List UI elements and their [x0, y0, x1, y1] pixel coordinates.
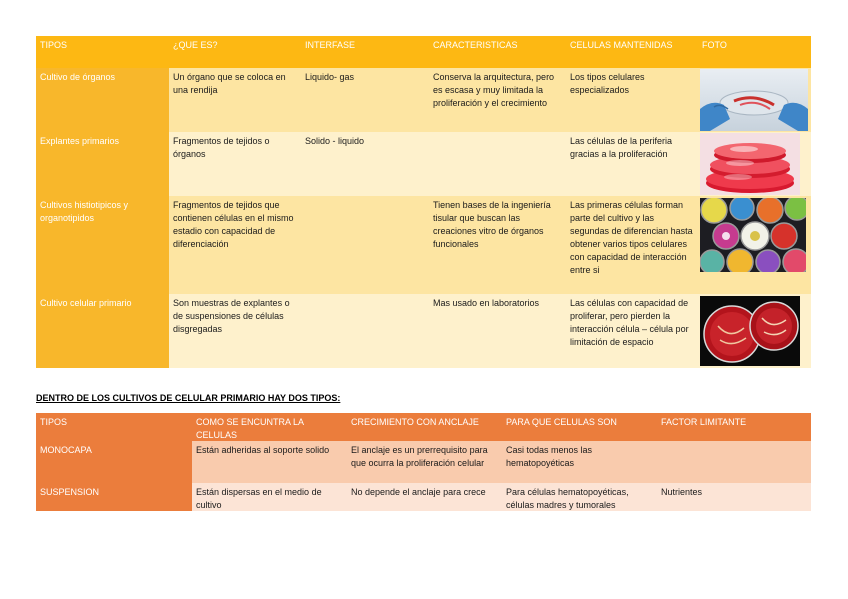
- table2-header-como: COMO SE ENCUNTRA LA CELULAS: [192, 413, 347, 441]
- row-que-es: Fragmentos de tejidos que contienen células en el mismo estadio con capacidad de diferenciación: [169, 196, 301, 294]
- row-caracteristicas: [429, 132, 566, 196]
- table2-header-para-que: PARA QUE CELULAS SON: [502, 413, 657, 441]
- table2-header-crecimiento: CRECIMIENTO CON ANCLAJE: [347, 413, 502, 441]
- table2-header-factor: FACTOR LIMITANTE: [657, 413, 811, 441]
- row-tipo: Explantes primarios: [36, 132, 169, 196]
- row-tipo: Cultivo celular primario: [36, 294, 169, 368]
- row-caracteristicas: Tienen bases de la ingeniería tisular que buscan las creaciones vitro de órganos funcionales: [429, 196, 566, 294]
- row-que-es: Un órgano que se coloca en una rendija: [169, 68, 301, 132]
- row-factor: [657, 441, 811, 483]
- table1-header-celulas: CELULAS MANTENIDAS: [566, 36, 698, 68]
- stacked-petri-dishes-photo: [700, 133, 800, 195]
- row-interfase: [301, 294, 429, 368]
- row-celulas: Los tipos celulares especializados: [566, 68, 698, 132]
- row-caracteristicas: Conserva la arquitectura, pero es escasa y muy limitada la proliferación y el crecimiento: [429, 68, 566, 132]
- row-como: Están dispersas en el medio de cultivo: [192, 483, 347, 511]
- row-tipo: MONOCAPA: [36, 441, 192, 483]
- row-crecimiento: No depende el anclaje para crece: [347, 483, 502, 511]
- row-interfase: Liquido- gas: [301, 68, 429, 132]
- row-caracteristicas: Mas usado en laboratorios: [429, 294, 566, 368]
- table1-header-interfase: INTERFASE: [301, 36, 429, 68]
- row-que-es: Son muestras de explantes o de suspensiones de células disgregadas: [169, 294, 301, 368]
- table1-header-caracteristicas: CARACTERISTICAS: [429, 36, 566, 68]
- row-tipo: Cultivo de órganos: [36, 68, 169, 132]
- colorful-petri-dishes-photo: [700, 198, 806, 272]
- row-que-es: Fragmentos de tejidos o órganos: [169, 132, 301, 196]
- table2-header-tipos: TIPOS: [36, 413, 192, 441]
- row-tipo: Cultivos histiotipicos y organotipidos: [36, 196, 169, 294]
- row-como: Están adheridas al soporte solido: [192, 441, 347, 483]
- section-subtitle: DENTRO DE LOS CULTIVOS DE CELULAR PRIMARIO HAY DOS TIPOS:: [36, 393, 341, 403]
- table1-header-foto: FOTO: [698, 36, 811, 68]
- row-celulas: Las células de la periferia gracias a la proliferación: [566, 132, 698, 196]
- row-celulas: Las primeras células forman parte del cultivo y las segundas de diferencian hasta obtener varios tipos celulares con capacidad de interacción entre si: [566, 196, 698, 294]
- table1-header-que-es: ¿QUE ES?: [169, 36, 301, 68]
- row-interfase: [301, 196, 429, 294]
- row-crecimiento: El anclaje es un prerrequisito para que ocurra la proliferación celular: [347, 441, 502, 483]
- row-celulas: Las células con capacidad de proliferar, pero pierden la interacción célula – célula por limitación de espacio: [566, 294, 698, 368]
- row-factor: Nutrientes: [657, 483, 811, 511]
- row-tipo: SUSPENSION: [36, 483, 192, 511]
- table1-header-tipos: TIPOS: [36, 36, 169, 68]
- row-para-que: Casi todas menos las hematopoyéticas: [502, 441, 657, 483]
- petri-dish-gloves-photo: [700, 69, 808, 131]
- row-para-que: Para células hematopoyéticas, células madres y tumorales: [502, 483, 657, 511]
- red-agar-plates-photo: [700, 296, 800, 366]
- row-interfase: Solido - liquido: [301, 132, 429, 196]
